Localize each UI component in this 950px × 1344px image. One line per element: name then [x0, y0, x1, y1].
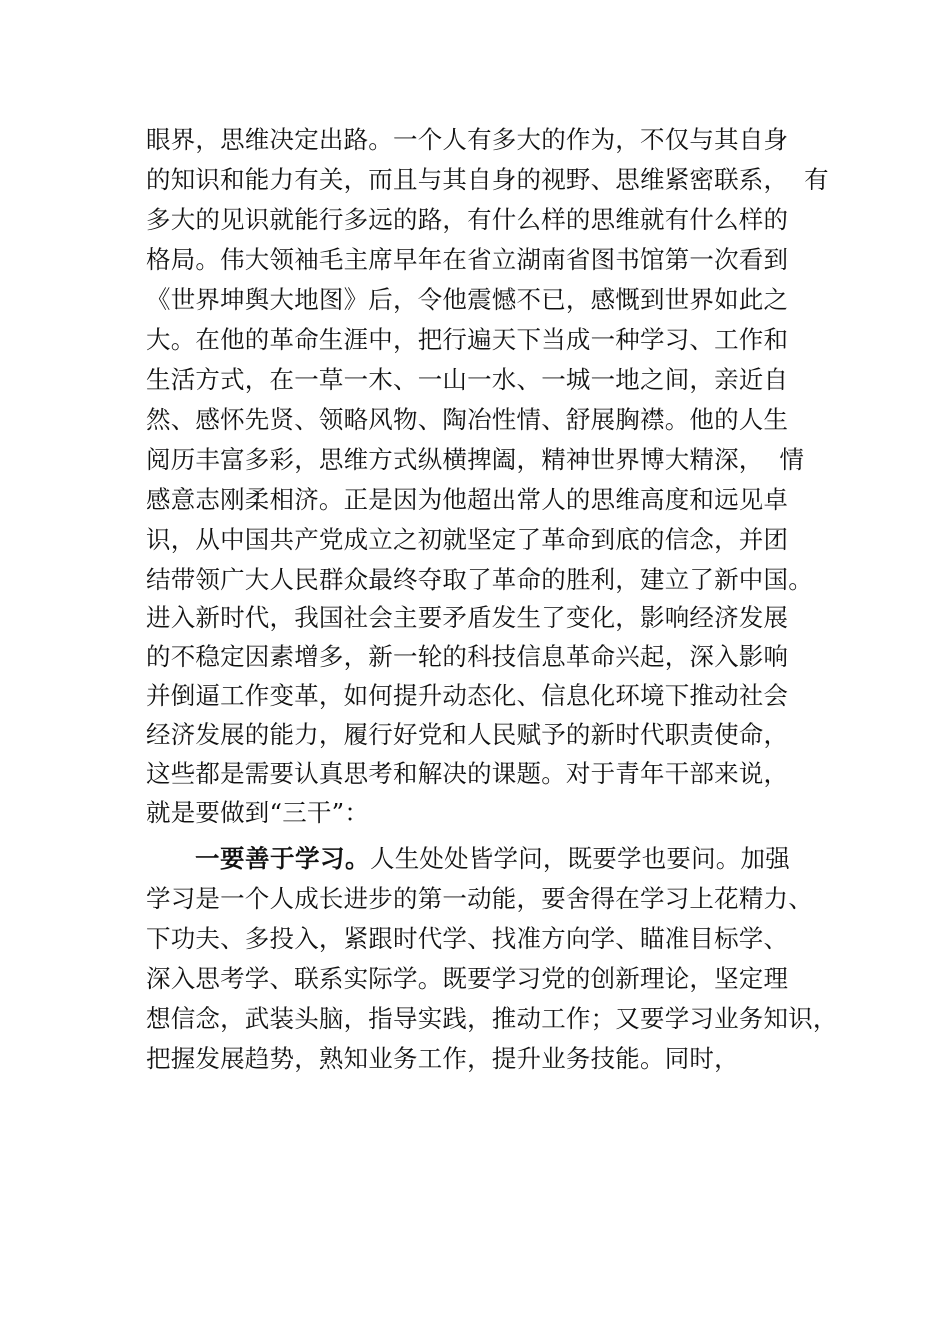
paragraph-2-first-line [195, 842, 790, 876]
paragraph-1-line: 生活方式，在一草一木、一山一水、一城一地之间，亲近自 [146, 365, 789, 394]
paragraph-2-line: 学习是一个人成长进步的第一动能，要舍得在学习上花精力、 [146, 884, 813, 913]
paragraph-1-line: 结带领广大人民群众最终夺取了革命的胜利，建立了新中国。 [146, 565, 813, 594]
paragraph-1-line: 识，从中国共产党成立之初就坚定了革命到底的信念，并团 [146, 525, 789, 554]
paragraph-1-line: 格局。伟大领袖毛主席早年在省立湖南省图书馆第一次看到 [146, 245, 789, 274]
paragraph-2-line: 下功夫、多投入，紧跟时代学、找准方向学、瞄准目标学、 [146, 924, 789, 953]
paragraph-1-line: 大。在他的革命生涯中，把行遍天下当成一种学习、工作和 [146, 325, 789, 354]
paragraph-2-line-rest: 人生处处皆学问，既要学也要问。加强 [370, 844, 790, 873]
paragraph-2-line: 深入思考学、联系实际学。既要学习党的创新理论，坚定理 [146, 964, 789, 993]
paragraph-1-line: 眼界，思维决定出路。一个人有多大的作为，不仅与其自身 [146, 125, 789, 154]
paragraph-1-line: 的知识和能力有关，而且与其自身的视野、思维紧密联系， 有 [146, 165, 829, 194]
section-heading-lead: 一要善于学习。 [195, 844, 370, 873]
paragraph-1-line: 阅历丰富多彩，思维方式纵横捭阖，精神世界博大精深， 情 [146, 445, 805, 474]
paragraph-1-line: 然、感怀先贤、领略风物、陶冶性情、舒展胸襟。他的人生 [146, 405, 789, 434]
paragraph-2-line: 把握发展趋势，熟知业务工作，提升业务技能。同时， [146, 1044, 739, 1073]
paragraph-1-line: 这些都是需要认真思考和解决的课题。对于青年干部来说， [146, 759, 789, 788]
paragraph-1-line: 就是要做到“三干”： [146, 798, 370, 827]
paragraph-1-line: 并倒逼工作变革，如何提升动态化、信息化环境下推动社会 [146, 681, 789, 710]
paragraph-1-line: 进入新时代，我国社会主要矛盾发生了变化，影响经济发展 [146, 603, 789, 632]
paragraph-2-line: 想信念，武装头脑，指导实践，推动工作；又要学习业务知识， [146, 1004, 838, 1033]
paragraph-1-line: 经济发展的能力，履行好党和人民赋予的新时代职责使命， [146, 720, 789, 749]
paragraph-1-line: 的不稳定因素增多，新一轮的科技信息革命兴起，深入影响 [146, 642, 789, 671]
paragraph-1-line: 多大的见识就能行多远的路，有什么样的思维就有什么样的 [146, 205, 789, 234]
paragraph-1-line: 感意志刚柔相济。正是因为他超出常人的思维高度和远见卓 [146, 485, 789, 514]
paragraph-1-line: 《世界坤舆大地图》后，令他震憾不已，感慨到世界如此之 [146, 285, 789, 314]
